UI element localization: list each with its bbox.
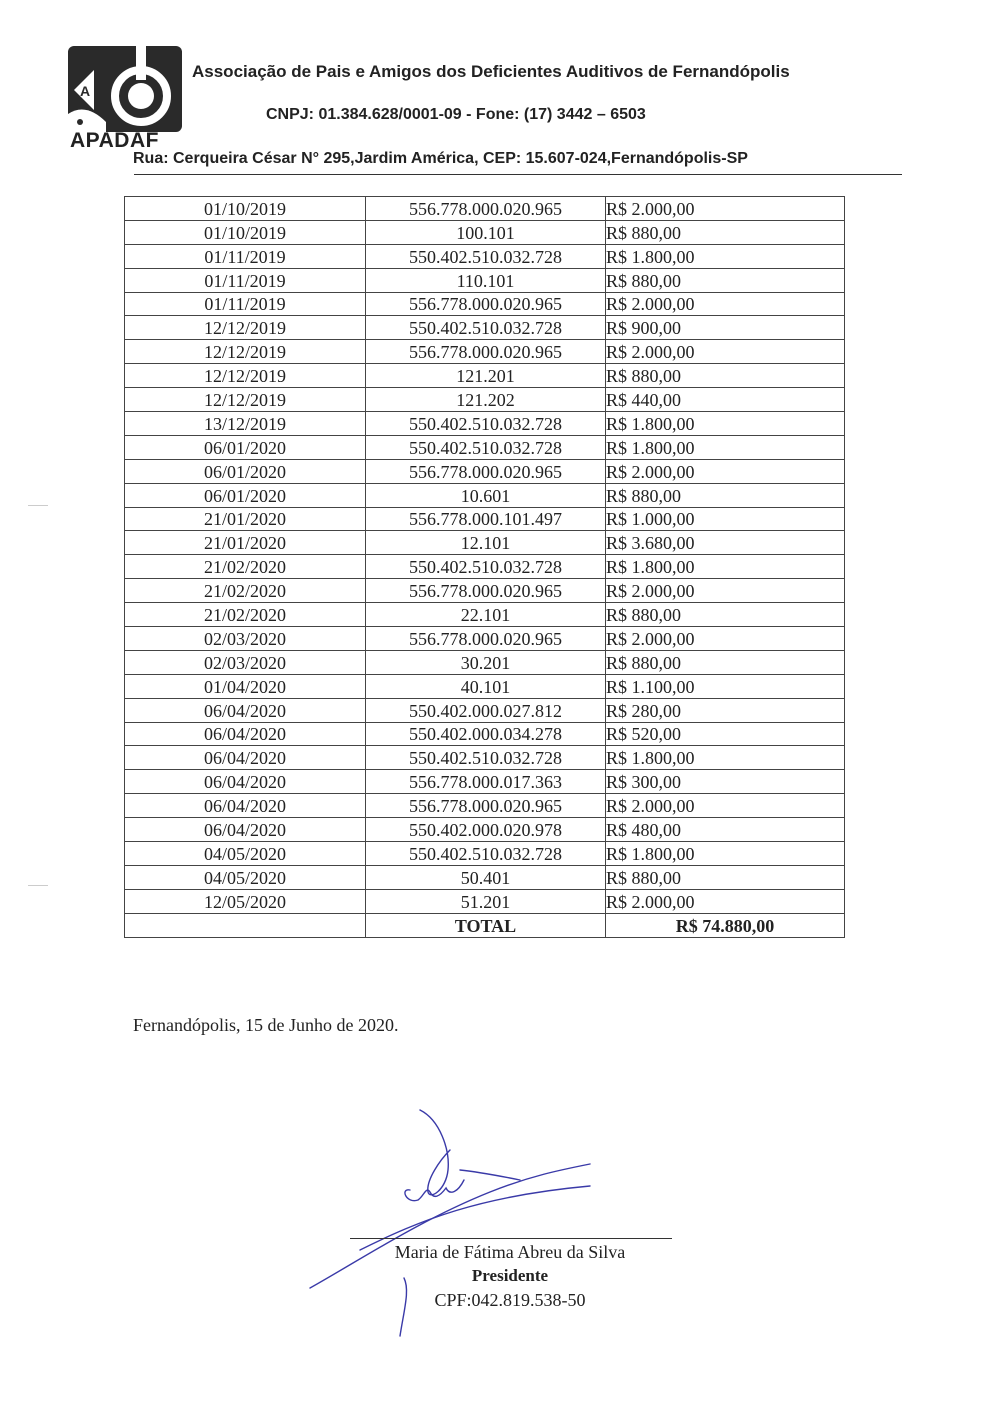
- date-cell: 06/04/2020: [125, 722, 366, 746]
- amount-cell: R$ 880,00: [606, 650, 845, 674]
- amount-cell: R$ 880,00: [606, 865, 845, 889]
- table-row: [125, 197, 845, 221]
- date-cell: 12/12/2019: [125, 388, 366, 412]
- account-cell: 550.402.510.032.728: [366, 555, 606, 579]
- date-cell: 21/02/2020: [125, 603, 366, 627]
- account-cell: 550.402.000.034.278: [366, 722, 606, 746]
- date-cell: 01/10/2019: [125, 197, 366, 221]
- account-cell: 556.778.000.020.965: [366, 340, 606, 364]
- table-row: [125, 531, 845, 555]
- table-row: [125, 865, 845, 889]
- signer-role: Presidente: [471, 1266, 549, 1285]
- signature-line: [350, 1238, 672, 1239]
- table-row: [125, 722, 845, 746]
- svg-text:A: A: [80, 83, 91, 99]
- account-cell: 550.402.510.032.728: [366, 412, 606, 436]
- amount-cell: R$ 2.000,00: [606, 197, 845, 221]
- date-cell: 01/11/2019: [125, 244, 366, 268]
- amount-cell: R$ 1.800,00: [606, 435, 845, 459]
- table-row: [125, 483, 845, 507]
- date-cell: 04/05/2020: [125, 865, 366, 889]
- table-row: [125, 579, 845, 603]
- date-cell: 01/10/2019: [125, 220, 366, 244]
- amount-cell: R$ 880,00: [606, 268, 845, 292]
- table-row: [125, 674, 845, 698]
- account-cell: 110.101: [366, 268, 606, 292]
- table-row: [125, 388, 845, 412]
- account-cell: 30.201: [366, 650, 606, 674]
- amount-cell: R$ 1.000,00: [606, 507, 845, 531]
- date-cell: 04/05/2020: [125, 842, 366, 866]
- date-cell: 06/01/2020: [125, 435, 366, 459]
- table-row: [125, 555, 845, 579]
- amount-cell: R$ 880,00: [606, 483, 845, 507]
- account-cell: 550.402.000.027.812: [366, 698, 606, 722]
- amount-cell: R$ 880,00: [606, 220, 845, 244]
- table-row: [125, 292, 845, 316]
- account-cell: 556.778.000.020.965: [366, 459, 606, 483]
- date-cell: 13/12/2019: [125, 412, 366, 436]
- amount-cell: R$ 1.100,00: [606, 674, 845, 698]
- amount-cell: R$ 880,00: [606, 364, 845, 388]
- date-cell: 12/05/2020: [125, 889, 366, 913]
- date-cell: 06/01/2020: [125, 459, 366, 483]
- amount-cell: R$ 3.680,00: [606, 531, 845, 555]
- amount-cell: R$ 1.800,00: [606, 555, 845, 579]
- account-cell: 51.201: [366, 889, 606, 913]
- scan-mark: [28, 505, 48, 506]
- date-cell: 06/04/2020: [125, 746, 366, 770]
- amount-cell: R$ 1.800,00: [606, 412, 845, 436]
- account-cell: 550.402.510.032.728: [366, 316, 606, 340]
- account-cell: 550.402.510.032.728: [366, 746, 606, 770]
- logo-graphic: [66, 42, 184, 134]
- account-cell: 50.401: [366, 865, 606, 889]
- date-cell: 21/02/2020: [125, 555, 366, 579]
- account-cell: 550.402.000.020.978: [366, 818, 606, 842]
- signer-name: Maria de Fátima Abreu da Silva: [394, 1242, 626, 1262]
- table-row: [125, 244, 845, 268]
- table-row: [125, 627, 845, 651]
- amount-cell: R$ 880,00: [606, 603, 845, 627]
- account-cell: 12.101: [366, 531, 606, 555]
- place-and-date: Fernandópolis, 15 de Junho de 2020.: [133, 1015, 399, 1035]
- amount-cell: R$ 1.800,00: [606, 244, 845, 268]
- table-row: [125, 340, 845, 364]
- amount-cell: R$ 520,00: [606, 722, 845, 746]
- table-row: [125, 842, 845, 866]
- cnpj-phone: CNPJ: 01.384.628/0001-09 - Fone: (17) 3442 – 6503: [266, 106, 646, 123]
- total-amount: R$ 74.880,00: [606, 913, 845, 937]
- total-row: [125, 913, 845, 937]
- date-cell: 21/01/2020: [125, 531, 366, 555]
- date-cell: 01/11/2019: [125, 292, 366, 316]
- account-cell: 550.402.510.032.728: [366, 435, 606, 459]
- amount-cell: R$ 1.800,00: [606, 746, 845, 770]
- table-row: [125, 268, 845, 292]
- amount-cell: R$ 2.000,00: [606, 459, 845, 483]
- account-cell: 556.778.000.020.965: [366, 197, 606, 221]
- date-cell: 21/01/2020: [125, 507, 366, 531]
- account-cell: 556.778.000.020.965: [366, 292, 606, 316]
- amount-cell: R$ 2.000,00: [606, 579, 845, 603]
- table-row: [125, 698, 845, 722]
- table-row: [125, 364, 845, 388]
- account-cell: 10.601: [366, 483, 606, 507]
- amount-cell: R$ 1.800,00: [606, 842, 845, 866]
- account-cell: 121.201: [366, 364, 606, 388]
- total-empty-cell: [125, 913, 366, 937]
- account-cell: 550.402.510.032.728: [366, 842, 606, 866]
- amount-cell: R$ 280,00: [606, 698, 845, 722]
- amount-cell: R$ 300,00: [606, 770, 845, 794]
- amount-cell: R$ 440,00: [606, 388, 845, 412]
- date-cell: 21/02/2020: [125, 579, 366, 603]
- scan-mark: [28, 885, 48, 886]
- date-cell: 06/04/2020: [125, 698, 366, 722]
- amount-cell: R$ 2.000,00: [606, 340, 845, 364]
- amount-cell: R$ 900,00: [606, 316, 845, 340]
- table-row: [125, 316, 845, 340]
- account-cell: 40.101: [366, 674, 606, 698]
- table-row: [125, 818, 845, 842]
- table-row: [125, 220, 845, 244]
- date-cell: 02/03/2020: [125, 650, 366, 674]
- payments-table: [124, 196, 845, 938]
- table-row: [125, 770, 845, 794]
- date-cell: 01/11/2019: [125, 268, 366, 292]
- table-row: [125, 412, 845, 436]
- amount-cell: R$ 2.000,00: [606, 889, 845, 913]
- payments-table-body: [125, 197, 845, 938]
- signer-cpf: CPF:042.819.538-50: [434, 1290, 586, 1310]
- account-cell: 556.778.000.020.965: [366, 579, 606, 603]
- date-cell: 01/04/2020: [125, 674, 366, 698]
- table-row: [125, 603, 845, 627]
- table-row: [125, 650, 845, 674]
- account-cell: 556.778.000.020.965: [366, 794, 606, 818]
- account-cell: 550.402.510.032.728: [366, 244, 606, 268]
- account-cell: 121.202: [366, 388, 606, 412]
- date-cell: 12/12/2019: [125, 364, 366, 388]
- date-cell: 06/04/2020: [125, 770, 366, 794]
- account-cell: 22.101: [366, 603, 606, 627]
- total-label: TOTAL: [366, 913, 606, 937]
- account-cell: 100.101: [366, 220, 606, 244]
- table-row: [125, 435, 845, 459]
- amount-cell: R$ 2.000,00: [606, 292, 845, 316]
- account-cell: 556.778.000.020.965: [366, 627, 606, 651]
- date-cell: 12/12/2019: [125, 340, 366, 364]
- address: Rua: Cerqueira César N° 295,Jardim América, CEP: 15.607-024,Fernandópolis-SP: [133, 150, 748, 167]
- apadaf-logo-icon: [66, 42, 184, 154]
- table-row: [125, 889, 845, 913]
- amount-cell: R$ 2.000,00: [606, 627, 845, 651]
- date-cell: 06/04/2020: [125, 794, 366, 818]
- account-cell: 556.778.000.017.363: [366, 770, 606, 794]
- amount-cell: R$ 480,00: [606, 818, 845, 842]
- table-row: [125, 459, 845, 483]
- date-cell: 06/04/2020: [125, 818, 366, 842]
- date-cell: 06/01/2020: [125, 483, 366, 507]
- table-row: [125, 794, 845, 818]
- table-row: [125, 746, 845, 770]
- date-cell: 12/12/2019: [125, 316, 366, 340]
- account-cell: 556.778.000.101.497: [366, 507, 606, 531]
- logo-wordmark: APADAF: [70, 129, 159, 152]
- header-divider: [134, 174, 902, 175]
- amount-cell: R$ 2.000,00: [606, 794, 845, 818]
- date-cell: 02/03/2020: [125, 627, 366, 651]
- table-row: [125, 507, 845, 531]
- organization-name: Associação de Pais e Amigos dos Deficientes Auditivos de Fernandópolis: [192, 62, 790, 81]
